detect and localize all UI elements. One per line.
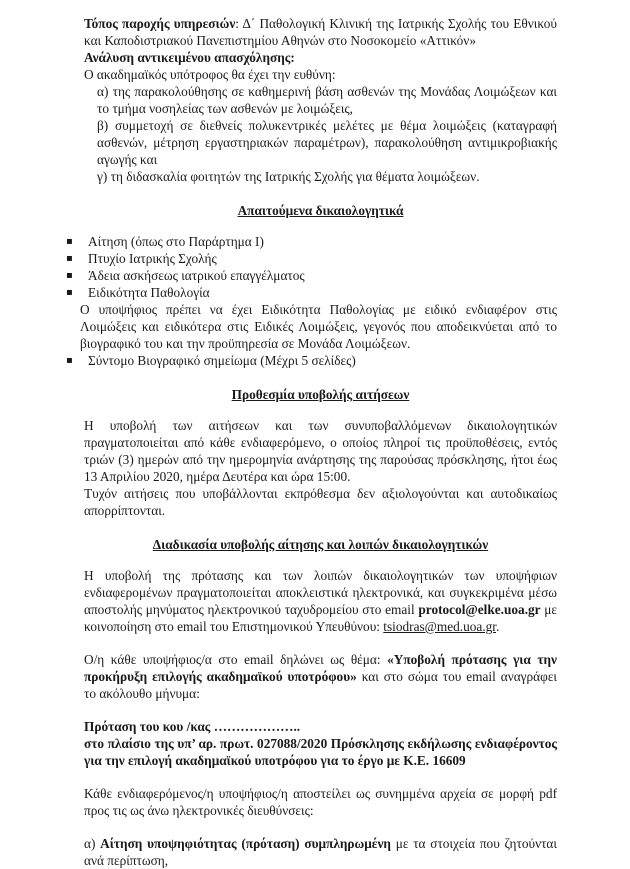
list-item-text: Αίτηση (όπως στο Παράρτημα Ι) <box>88 234 264 249</box>
duty-b: β) συμμετοχή σε διεθνείς πολυκεντρικές μελέτες με θέμα λοιμώξεις (καταγραφή ασθενών, μέτρηση εργαστηριακών παραμέτρων), παρακολούθηση αντιμικροβιακής αγωγής και <box>97 118 557 167</box>
attachment-a-paragraph: α) Αίτηση υποψηφιότητας (πρόταση) συμπληρωμένη με τα στοιχεία που ζητούνται ανά περίπτωση, <box>84 836 557 868</box>
bullet-square-icon: ▪ <box>66 287 73 298</box>
protocol-email: protocol@elke.uoa.gr <box>418 602 541 617</box>
deadline-heading: Προθεσμία υποβολής αιτήσεων <box>231 387 410 402</box>
email-body-template <box>84 718 557 769</box>
attachment-a-bold: Αίτηση υποψηφιότητας (πρόταση) συμπληρωμένη <box>100 836 391 851</box>
list-item-note: Ο υποψήφιος πρέπει να έχει Ειδικότητα Παθολογίας με ειδικό ενδιαφέρον στις Λοιμώξεις και ειδικότερα στις Ειδικές Λοιμώξεις, γεγονός που αποδεικνύεται από το βιογραφικό του και την προϋπηρεσία σε Μονάδα Λοιμώξεων. <box>80 302 557 351</box>
submission-paragraph: Η υποβολή της πρότασης και των λοιπών δικαιολογητικών των υποψήφιων ενδιαφερομένων πραγματοποιείται αποκλειστικά ηλεκτρονικά, και συγκεκριμένα μέσω αποστολής μηνύματος ηλεκτρονικού ταχυδρομείου στο email protocol@elke.uoa.gr με κοινοποίηση στο email του Επιστημονικού Υπευθύνου: tsiodras@med.uoa.gr. <box>84 568 557 634</box>
email-subject-bold: «Υποβολή πρότασης για την προκήρυξη επιλογής ακαδημαϊκού υποτρόφου» <box>84 652 557 684</box>
deadline-paragraph: Η υποβολή των αιτήσεων και των συνυποβαλλόμενων δικαιολογητικών πραγματοποιείται από κάθε ενδιαφερόμενο, ο οποίος πληροί τις προϋποθέσεις, εντός τριών (3) ημερών από την ημερομηνία ανάρτησης της παρούσας πρόσκλησης, ήτοι έως 13 Απριλίου 2020, ημέρα Δευτέρα και ώρα 15:00. <box>84 418 557 484</box>
list-item <box>66 284 557 352</box>
duty-a: α) της παρακολούθησης σε καθημερινή βάση ασθενών της Μονάδας Λοιμώξεων και το τμήμα νοσηλείας των ασθενών με λοιμώξεις, <box>97 84 557 116</box>
late-applications-paragraph: Τυχόν αιτήσεις που υποβάλλονται εκπρόθεσμα δεν αξιολογούνται και αυτοδικαίως απορρίπτονται. <box>84 486 557 518</box>
duty-c: γ) τη διδασκαλία φοιτητών της Ιατρικής Σχολής για θέματα λοιμώξεων. <box>97 169 480 184</box>
required-documents-list <box>66 233 557 369</box>
list-item-text: Ειδικότητα Παθολογία <box>88 285 210 300</box>
bullet-square-icon: ▪ <box>66 270 73 281</box>
attachments-intro-paragraph: Κάθε ενδιαφερόμενος/η υποψήφιος/η αποστείλει ως συνημμένα αρχεία σε μορφή pdf προς τις ως άνω ηλεκτρονικές διευθύνσεις: <box>84 786 557 818</box>
email-subject-paragraph: Ο/η κάθε υποψήφιος/α στο email δηλώνει ως θέμα: «Υποβολή πρότασης για την προκήρυξη επιλογής ακαδημαϊκού υποτρόφου» και στο σώμα του email αναγράφει το ακόλουθο μήνυμα: <box>84 652 557 701</box>
list-item <box>66 352 557 369</box>
bullet-square-icon: ▪ <box>66 253 73 264</box>
template-line-2: στο πλαίσιο της υπ’ αρ. πρωτ. 027088/2020 Πρόσκλησης εκδήλωσης ενδιαφέροντος για την επιλογή ακαδημαϊκού υποτρόφου για το έργο με Κ.Ε. 16609 <box>84 736 557 768</box>
procedure-heading: Διαδικασία υποβολής αίτησης και λοιπών δικαιολογητικών <box>152 537 489 552</box>
list-item-text: Άδεια ασκήσεως ιατρικού επαγγέλματος <box>88 268 305 283</box>
list-item-text: Πτυχίο Ιατρικής Σχολής <box>88 251 217 266</box>
supervisor-email-link[interactable]: tsiodras@med.uoa.gr <box>383 619 496 634</box>
service-location-text: : Δ΄ Παθολογική Κλινική της Ιατρικής Σχολής του Εθνικού και Καποδιστριακού Πανεπιστημίου Αθηνών στο Νοσοκομείο «Αττικόν» <box>84 16 557 48</box>
list-item <box>66 267 557 284</box>
service-location-paragraph <box>84 15 557 49</box>
list-item <box>66 233 557 250</box>
service-location-label: Τόπος παροχής υπηρεσιών <box>84 16 236 31</box>
list-item <box>66 250 557 267</box>
required-documents-heading: Απαιτούμενα δικαιολογητικά <box>237 203 404 218</box>
responsibility-intro: Ο ακαδημαϊκός υπότροφος θα έχει την ευθύνη: <box>84 67 336 82</box>
bullet-square-icon: ▪ <box>66 355 73 366</box>
list-item-text: Σύντομο Βιογραφικό σημείωμα (Μέχρι 5 σελίδες) <box>88 353 356 368</box>
bullet-square-icon: ▪ <box>66 236 73 247</box>
template-line-1: Πρόταση του κου /κας ……………….. <box>84 719 301 734</box>
analysis-label: Ανάλυση αντικειμένου απασχόλησης: <box>84 50 295 65</box>
